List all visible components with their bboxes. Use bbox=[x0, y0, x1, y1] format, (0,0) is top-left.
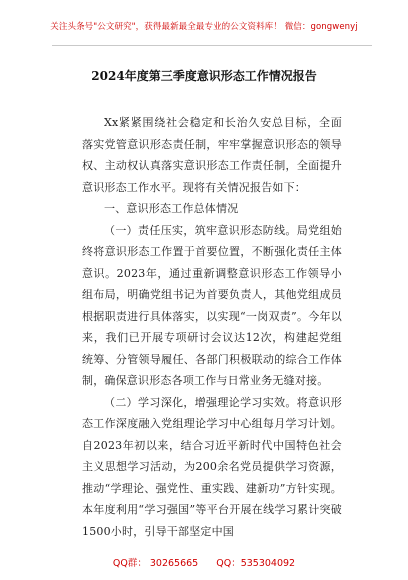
body-paragraph-responsibility: （一）责任压实，筑牢意识形态防线。局党组始终将意识形态工作置于首要位置，不断强化责任主体意识。2023年，通过重新调整意识形态工作领导小组布局，明确党组书记为首要负责人，其他党组成员根据职责进行具体落实，以实现“一岗双责”。今年以来，我们已开展专项研讨会议达12次，构建起党组统筹、分管领导履任、各部门积极联动的综合工作体制，确保意识形态各项工作与日常业务无缝对接。 bbox=[82, 223, 342, 387]
footer-qq: QQ：535304092 bbox=[216, 558, 296, 569]
header-banner: 关注头条号"公文研究"，获得最新最全最专业的公文资料库！ 微信：gongwenyj bbox=[50, 22, 358, 32]
footer-contact bbox=[0, 555, 408, 569]
footer-qq-group: QQ群： 30265665 bbox=[112, 558, 199, 569]
section-heading: 一、意识形态工作总体情况 bbox=[104, 202, 239, 215]
document-title: 2024年度第三季度意识形态工作情况报告 bbox=[91, 69, 317, 83]
header-divider bbox=[52, 45, 372, 46]
body-paragraph-study: （二）学习深化，增强理论学习实效。将意识形态工作深度融入党组理论学习中心组每月学习计划。自2023年初以来，结合习近平新时代中国特色社会主义思想学习活动，为200余名党员提供学习资源，推动“学理论、强党性、重实践、建新功”方针实现。本年度利用“学习强国”等平台开展在线学习累计突破1500小时，引导干部坚定中国 bbox=[82, 395, 342, 538]
document-body bbox=[82, 112, 342, 542]
intro-paragraph: Xx紧紧围绕社会稳定和长治久安总目标，全面落实党管意识形态责任制，牢牢掌握意识形态的领导权、主动权认真落实意识形态工作责任制，全面提升意识形态工作水平。现将有关情况报告如下： bbox=[82, 116, 342, 194]
